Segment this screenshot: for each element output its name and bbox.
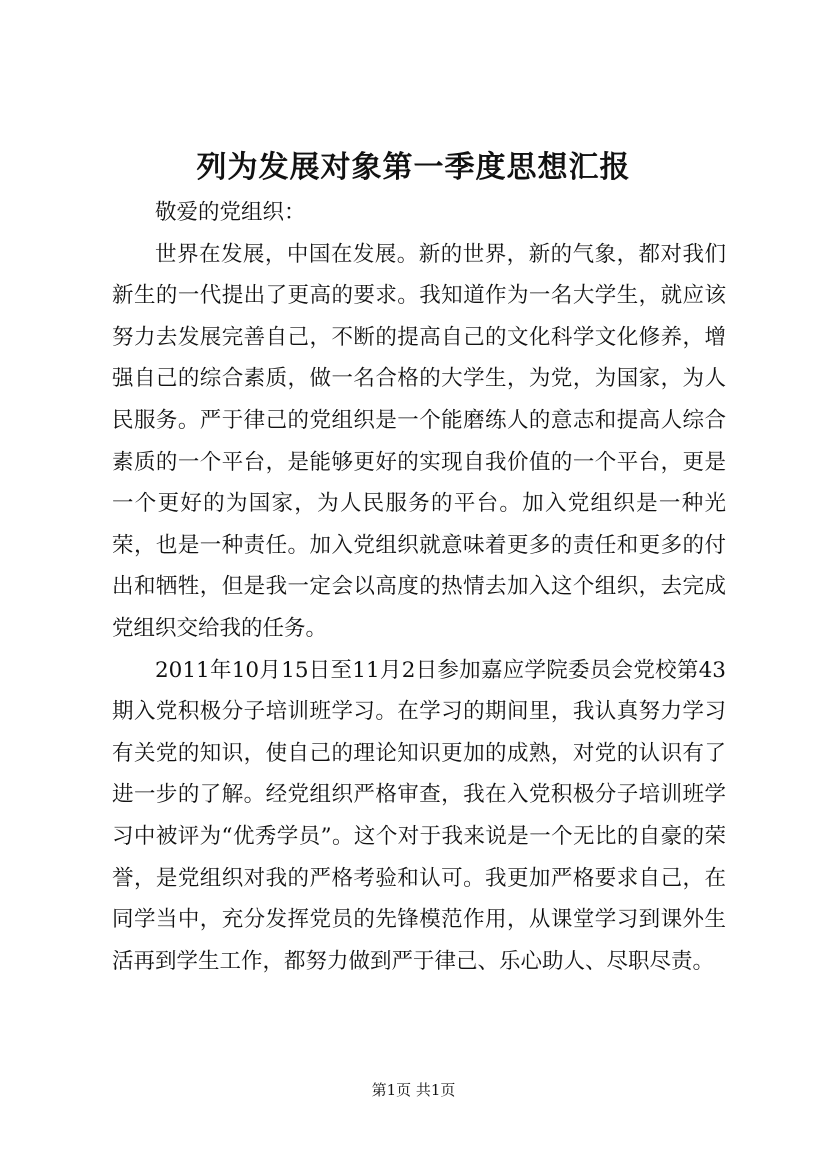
body-paragraph-2: 2011年10月15日至11月2日参加嘉应学院委员会党校第43期入党积极分子培训班学习。在学习的期间里，我认真努力学习有关党的知识，使自己的理论知识更加的成熟，对党的认识有了进一步的了解。经党组织严格审查，我在入党积极分子培训班学习中被评为“优秀学员”。这个对于我来说是一个无比的自豪的荣誉，是党组织对我的严格考验和认可。我更加严格要求自己，在同学当中，充分发挥党员的先锋模范作用，从课堂学习到课外生活再到学生工作，都努力做到严于律己、乐心助人、尽职尽责。 xyxy=(112,657,726,974)
body-paragraph-1: 世界在发展，中国在发展。新的世界，新的气象，都对我们新生的一代提出了更高的要求。我知道作为一名大学生，就应该努力去发展完善自己，不断的提高自己的文化科学文化修养，增强自己的综合素质，做一名合格的大学生，为党，为国家，为人民服务。严于律己的党组织是一个能磨练人的意志和提高人综合素质的一个平台，是能够更好的实现自我价值的一个平台，更是一个更好的为国家，为人民服务的平台。加入党组织是一种光荣，也是一种责任。加入党组织就意味着更多的责任和更多的付出和牺牲，但是我一定会以高度的热情去加入这个组织，去完成党组织交给我的任务。 xyxy=(112,241,726,641)
document-body xyxy=(112,192,726,982)
document-title: 列为发展对象第一季度思想汇报 xyxy=(196,150,631,185)
page-number-footer: 第1页 共1页 xyxy=(371,1081,456,1099)
greeting: 敬爱的党组织： xyxy=(155,200,306,225)
